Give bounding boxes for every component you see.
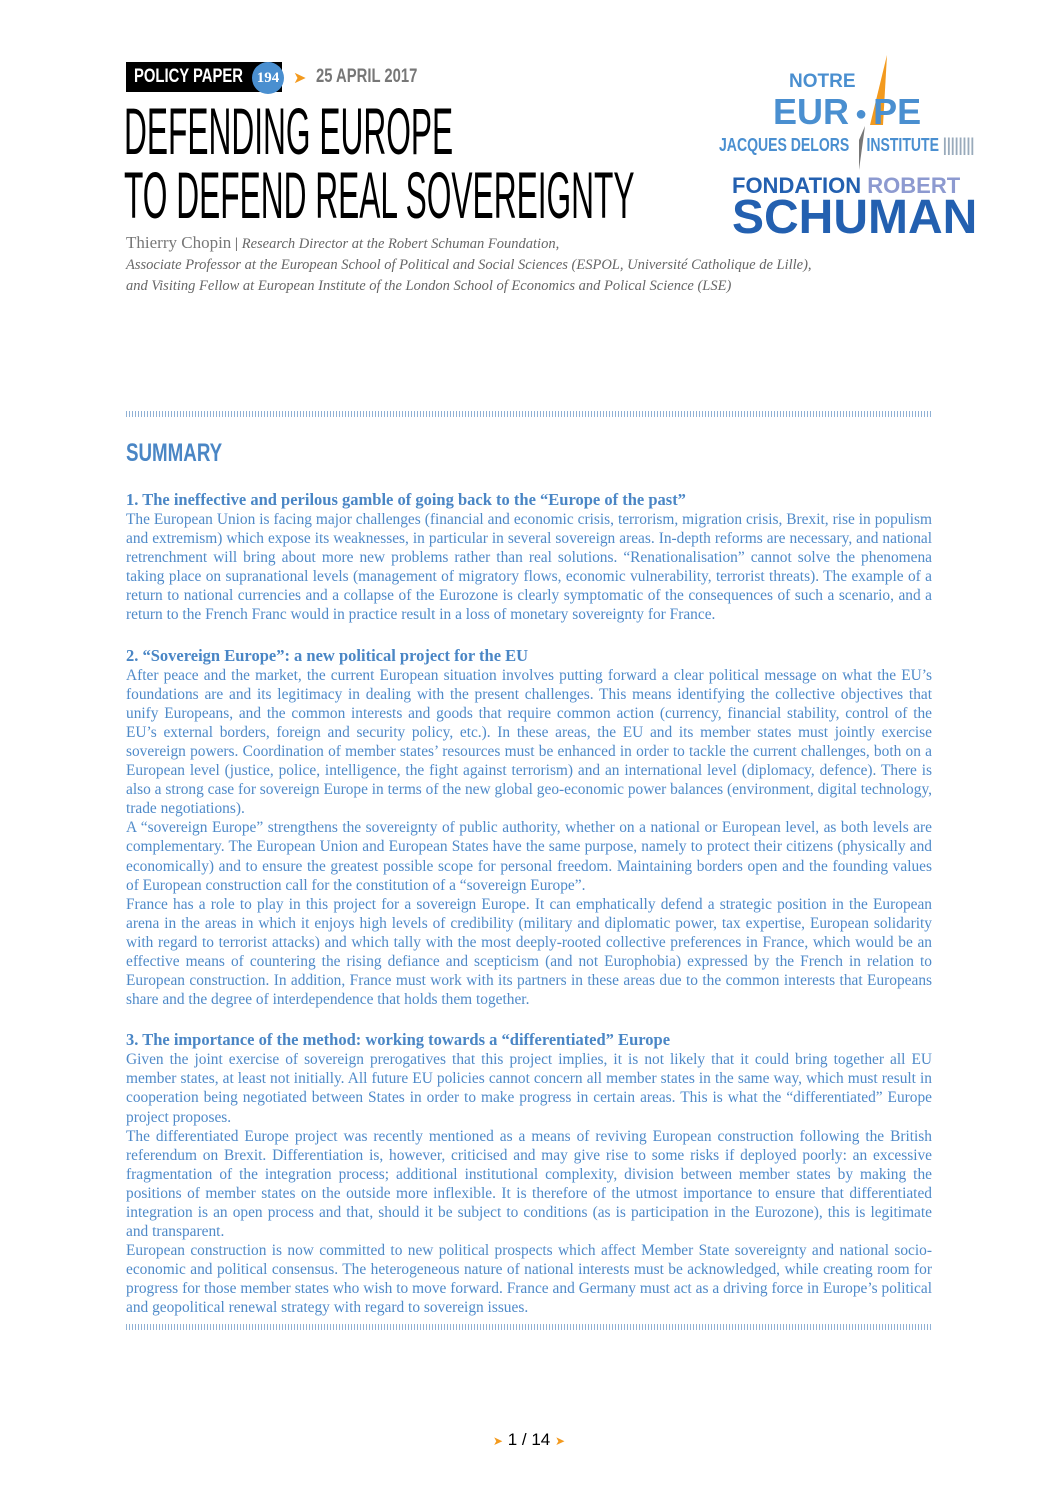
logo-text: EUR (773, 91, 850, 132)
author-role: Research Director at the Robert Schuman Foundation, (241, 236, 560, 252)
fondation-robert-schuman-logo: FONDATION ROBERT SCHUMAN (732, 173, 978, 244)
arrow-icon: ➤ (555, 1434, 566, 1448)
section-heading: 3. The importance of the method: working towards a “differentiated” Europe (126, 1030, 671, 1050)
paragraph: After peace and the market, the current European situation involves putting forward a clear political message on what the EU’s foundations are and its legitimacy in dealing with the present challenges. This means identifying the collective objectives that unify Europeans, and the common interests and goods that require common action (currency, financial stability, control of the EU’s external borders, foreign and security policy, etc.). In these areas, the EU and its member states must jointly exercise sovereign powers. Coordination of member states’ resources must be enhanced in order to tackle the current challenges, both on a European level (justice, police, intelligence, the fight against terrorism) and an international level (diplomacy, defence). There is also a strong case for sovereign Europe in terms of the new global geo-economic power balances (environment, digital technology, trade negotiations). (126, 666, 932, 818)
title-line-2: TO DEFEND REAL SOVEREIGNTY (124, 158, 635, 232)
divider (126, 411, 933, 417)
page-number: ➤ 1 / 14 ➤ (492, 1430, 566, 1449)
notre-europe-logo: NOTRE EUR ● PE JACQUES DELORS INSTITUTE |||||||| (715, 50, 1000, 170)
author-role: Associate Professor at the European School of Political and Social Sciences (ESPOL, Université Catholique de Lille), (126, 257, 812, 273)
arrow-icon: ➤ (293, 70, 307, 87)
author-block: Thierry Chopin | Research Director at the Robert Schuman Foundation, Associate Professor at the European School of Political and Social Sciences (ESPOL, Université Catholique de Lille), and Visiting Fellow at European Institute of the London School of Economics and Polical Science (LSE) (126, 233, 812, 294)
publication-date: 25 APRIL 2017 (316, 66, 418, 87)
paragraph: The European Union is facing major challenges (financial and economic crisis, terrorism, migration crisis, Brexit, rise in populism and extremism) which expose its weaknesses, in particular in several sovereign areas. In-depth reforms are necessary, and national retrenchment will bring about more new problems rather than real solutions. “Renationalisation” cannot solve the phenomena taking place on supranational levels (management of migratory flows, economic vulnerability, terrorist threats). The example of a return to national currencies and a collapse of the Eurozone is clearly symptomatic of the consequences of such a scenario, and a return to the French Franc would in practice result in a loss of monetary sovereignty for France. (126, 511, 932, 624)
paragraph: France has a role to play in this project for a sovereign Europe. It can emphatically defend a strategic position in the European arena in the areas in which it enjoys high levels of credibility (military and diplomatic power, tax expertise, European solidarity with regard to terrorist attacks) and which tally with the most deeply-rooted collective preferences in France, which would be an effective means of countering the rising defiance and scepticism (and not Europhobia) expressed by the French in relation to European construction. In addition, France must work with its partners in these areas due to the common interests that Europeans share and the degree of interdependence that holds them together. (126, 895, 932, 1009)
summary-section-2 (126, 646, 932, 1010)
logo-text: INSTITUTE (866, 135, 939, 155)
section-heading: 2. “Sovereign Europe”: a new political project for the EU (126, 645, 529, 665)
summary-heading: SUMMARY (126, 439, 223, 467)
summary-section-3 (126, 1030, 932, 1317)
title-line-1: DEFENDING EUROPE (124, 94, 454, 168)
policy-paper-tag: POLICY PAPER (126, 62, 282, 92)
paragraph: Given the joint exercise of sovereign prerogatives that this project implies, it is not likely that it could bring together all EU member states, at least not initially. All future EU policies cannot concern all member states in the same way, which must result in cooperation being negotiated between States in order to make progress in certain areas. This is what the “differentiated” Europe project proposes. (126, 1051, 932, 1126)
logo-text: PE (873, 91, 922, 132)
section-heading: 1. The ineffective and perilous gamble of going back to the “Europe of the past” (126, 490, 686, 509)
paragraph: European construction is now committed to new political prospects which affect Member State sovereignty and national socio-economic and political consensus. The heterogeneous nature of national interests must be acknowledged, while creating room for progress for those member states who wish to move forward. France and Germany must act as a driving force in Europe’s political and geopolitical renewal strategy with regard to sovereign issues. (126, 1242, 932, 1317)
logo-text: JACQUES DELORS (719, 135, 850, 155)
paper-number-badge: 194 (252, 62, 284, 94)
author-role: and Visiting Fellow at European Institute of the London School of Economics and Polical Science (LSE) (126, 278, 732, 294)
logo-text: NOTRE (789, 71, 856, 92)
summary-content (126, 490, 932, 1330)
paragraph: The differentiated Europe project was recently mentioned as a means of reviving European construction following the British referendum on Brexit. Differentiation is, however, criticised and may give rise to some risks if deployed poorly: an excessive fragmentation of the integration process; additional institutional complexity, division between member states by making the positions of member states on the outside more inflexible. It is therefore of the utmost importance to ensure that differentiated integration is an open process and that, should it be subject to conditions (as is participation in the Eurozone), this is legitimate and transparent. (126, 1127, 932, 1241)
paragraph: A “sovereign Europe” strengthens the sovereignty of public authority, whether on a national or European level, as both levels are complementary. The European Union and European States have the same purpose, namely to protect their citizens (physically and economically) and to ensure the greatest possible scope for personal freedom. Maintaining borders open and the founding values of European construction call for the constitution of a “sovereign Europe”. (126, 819, 932, 894)
author-name: Thierry Chopin (126, 233, 232, 252)
divider (126, 1324, 932, 1330)
arrow-icon: ➤ (492, 1434, 503, 1448)
summary-section-1 (126, 490, 932, 625)
